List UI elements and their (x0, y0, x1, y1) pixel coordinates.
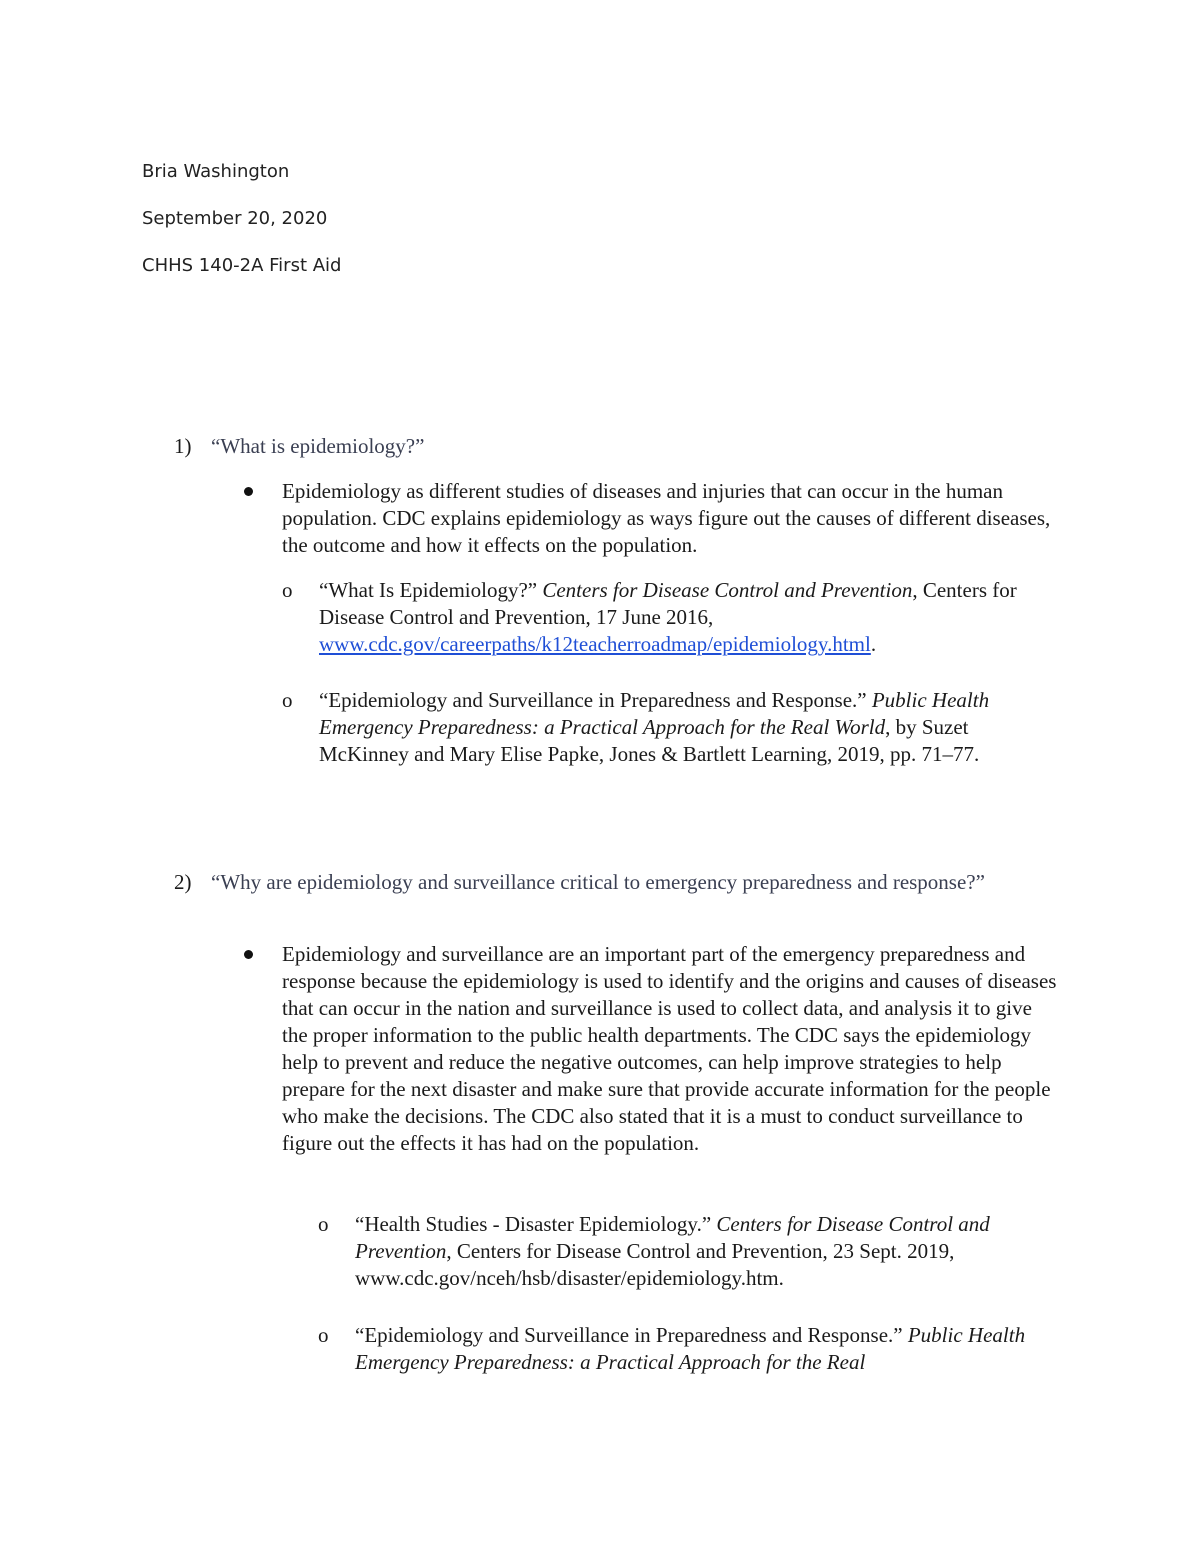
answer-text: Epidemiology and surveillance are an important part of the emergency preparedness and response because the epidemiology is used to identify and the origins and causes of diseases that can occur in the nation and surveillance is used to collect data, and analysis it to give the proper information to the public health departments. The CDC says the epidemiology help to prevent and reduce the negative outcomes, can help improve strategies to help prepare for the next disaster and make sure that provide accurate information for the people who make the decisions. The CDC also stated that it is a must to conduct surveillance to figure out the effects it has had on the population. (282, 942, 1057, 1155)
citation-title: “Epidemiology and Surveillance in Preparedness and Response.” (355, 1323, 903, 1347)
citation-title: “What Is Epidemiology?” (319, 578, 538, 602)
citation-rest: , Centers for Disease Control and Prevention, 17 June 2016, (319, 578, 1017, 629)
citation-link[interactable]: www.cdc.gov/careerpaths/k12teacherroadmap/epidemiology.html (319, 632, 871, 656)
sub-bullet-marker: o (318, 1323, 329, 1347)
source-2-2 (318, 1322, 1038, 1376)
author-name: Bria Washington (142, 161, 290, 182)
question-number: 1) (174, 434, 192, 458)
citation-text (355, 1211, 1038, 1292)
question-2 (174, 869, 1024, 896)
citation-text (319, 577, 1042, 658)
course-line: CHHS 140-2A First Aid (142, 255, 342, 276)
sub-bullet-marker: o (282, 688, 293, 712)
answer-text: Epidemiology as different studies of diseases and injuries that can occur in the human population. CDC explains epidemiology as ways figure out the causes of different diseases, the outcome and how it effects on the population. (282, 479, 1051, 557)
citation-text (355, 1322, 1038, 1376)
bullet-icon (244, 950, 253, 959)
citation-text (319, 687, 1042, 768)
source-2-1 (318, 1211, 1038, 1292)
citation-title: “Health Studies - Disaster Epidemiology.” (355, 1212, 712, 1236)
citation-end: . (870, 632, 877, 656)
answer-bullet-1 (244, 478, 1059, 559)
date-line: September 20, 2020 (142, 208, 328, 229)
citation-rest: , Centers for Disease Control and Prevention, 23 Sept. 2019, www.cdc.gov/nceh/hsb/disaster/epidemiology.htm. (355, 1239, 955, 1290)
citation-rest: , by Suzet McKinney and Mary Elise Papke, Jones & Bartlett Learning, 2019, pp. 71–77. (319, 715, 980, 766)
source-1-1 (282, 577, 1042, 658)
question-1 (174, 433, 1024, 460)
sub-bullet-marker: o (282, 578, 293, 602)
citation-container: Public Health Emergency Preparedness: a Practical Approach for the Real World (319, 688, 990, 739)
citation-container: Public Health Emergency Preparedness: a Practical Approach for the Real (355, 1323, 1026, 1374)
question-text: “Why are epidemiology and surveillance critical to emergency preparedness and response?” (211, 870, 985, 894)
answer-bullet-2 (244, 941, 1059, 1157)
citation-title: “Epidemiology and Surveillance in Preparedness and Response.” (319, 688, 867, 712)
citation-container: Centers for Disease Control and Prevention (355, 1212, 990, 1263)
bullet-icon (244, 487, 253, 496)
sub-bullet-marker: o (318, 1212, 329, 1236)
source-1-2 (282, 687, 1042, 768)
citation-container: Centers for Disease Control and Prevention (542, 578, 913, 602)
question-number: 2) (174, 870, 192, 894)
question-text: “What is epidemiology?” (211, 434, 425, 458)
